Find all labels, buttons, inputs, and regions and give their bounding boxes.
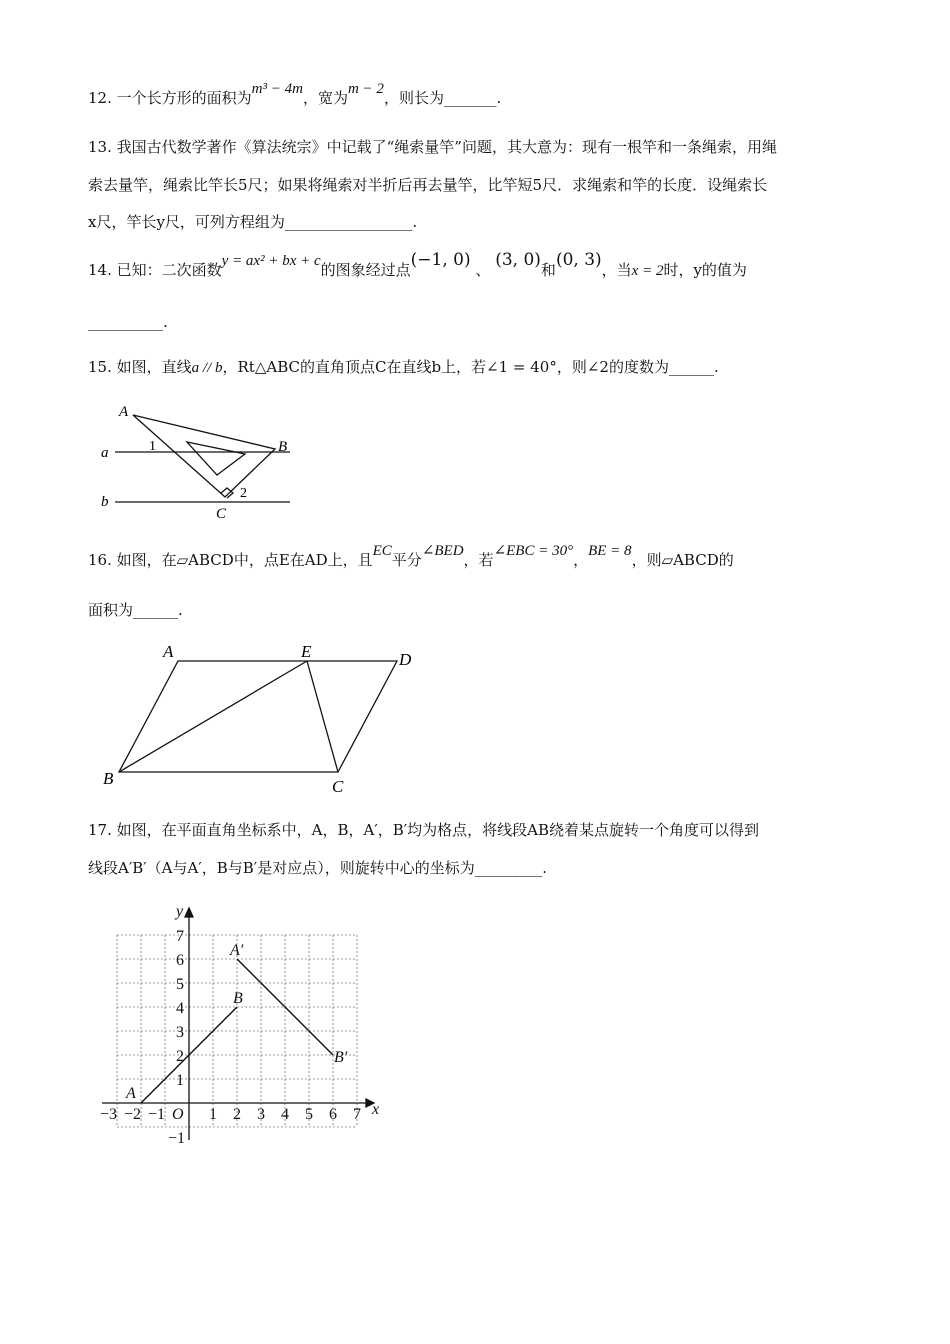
q12-text-1: 一个长方形的面积为 <box>116 89 252 107</box>
q14-number: 14. <box>88 261 112 279</box>
x-tick-label: 3 <box>257 1106 265 1123</box>
question-16-line-2: 面积为______. <box>88 601 183 619</box>
q15-figure <box>95 402 305 522</box>
label-C: C <box>216 506 227 522</box>
x-tick-label: 4 <box>281 1106 289 1123</box>
x-axis-label: x <box>372 1101 380 1118</box>
question-13-line-3: x尺，竿长y尺，可列方程组为_________________. <box>88 213 418 231</box>
q14-function-expression: y = ax² + bx + c <box>221 253 321 269</box>
q15-parallel-expression: a // b <box>191 360 223 376</box>
q14-point-3: (0, 3) <box>555 250 602 270</box>
origin-label: O <box>172 1106 184 1123</box>
q12-number: 12. <box>88 89 112 107</box>
point-label-a-prime: A′ <box>230 942 244 959</box>
q16-be-length: BE = 8 <box>588 543 632 559</box>
label-B: B <box>103 769 114 788</box>
point-label-b-prime: B′ <box>334 1049 348 1066</box>
q14-point-2: (3, 0) <box>495 250 541 270</box>
q14-text-1: 已知：二次函数 <box>116 261 222 279</box>
q14-separator-2: 和 <box>540 261 556 279</box>
label-b: b <box>101 494 109 510</box>
q14-text-4: 时，y的值为 <box>663 261 747 279</box>
question-17-line-1: 17. 如图，在平面直角坐标系中，A，B，A′，B′均为格点，将线段AB绕着某点旋转一个角度可以得到 <box>88 821 760 839</box>
q14-answer-blank: __________. <box>88 313 168 331</box>
label-D: D <box>399 650 412 669</box>
question-12 <box>88 81 502 109</box>
question-14 <box>88 250 747 281</box>
q15-text-2: ，Rt△ABC的直角顶点C在直线b上，若∠1 = 40°，则∠2的度数为______. <box>222 358 719 376</box>
y-tick-label: 1 <box>176 1072 184 1089</box>
point-label-b: B <box>233 990 243 1007</box>
y-tick-label: −1 <box>168 1130 186 1147</box>
x-tick-label: −3 <box>100 1106 118 1123</box>
label-C: C <box>332 777 344 795</box>
q16-text-2: 平分 <box>391 551 422 569</box>
x-tick-label: 2 <box>233 1106 241 1123</box>
q16-angle-ebc: ∠EBC = 30° <box>493 543 574 559</box>
q16-ec: EC <box>372 543 392 559</box>
question-13-line-2: 索去量竿，绳索比竿长5尺；如果将绳索对半折后再去量竿，比竿短5尺．求绳索和竿的长度．设绳索长 <box>88 176 768 194</box>
y-tick-label: 7 <box>176 928 184 945</box>
q16-text-4: ， <box>573 551 589 569</box>
q16-text-1: 如图，在▱ABCD中，点E在AD上，且 <box>116 551 373 569</box>
q12-area-expression: m³ − 4m <box>251 81 303 97</box>
q12-text-3: ，则长为_______. <box>383 89 502 107</box>
q14-text-2: 的图象经过点 <box>320 261 411 279</box>
q16-text-3: ，若 <box>463 551 494 569</box>
angle-1-label: 1 <box>149 439 156 454</box>
label-A: A <box>163 642 174 661</box>
angle-2-label: 2 <box>240 486 247 501</box>
y-tick-label: 3 <box>176 1024 184 1041</box>
q12-text-2: ，宽为 <box>302 89 348 107</box>
segment-ec <box>307 661 338 772</box>
x-tick-label: −1 <box>148 1106 166 1123</box>
label-B: B <box>278 439 288 455</box>
q15-number: 15. <box>88 358 112 376</box>
q16-number: 16. <box>88 551 112 569</box>
grid <box>117 935 357 1127</box>
y-tick-label: 6 <box>176 952 184 969</box>
y-tick-label: 5 <box>176 976 184 993</box>
q16-text-5: ，则▱ABCD的 <box>631 551 734 569</box>
x-tick-label: 6 <box>329 1106 337 1123</box>
label-a: a <box>101 445 109 461</box>
q16-figure <box>95 640 425 795</box>
question-16 <box>88 543 734 571</box>
y-axis-arrow <box>185 908 193 917</box>
x-tick-label: 7 <box>353 1106 361 1123</box>
q14-separator-1: 、 <box>475 261 491 279</box>
right-angle-mark <box>221 488 233 498</box>
parallelogram-abcd <box>119 661 397 772</box>
y-tick-label: 2 <box>176 1048 184 1065</box>
q14-condition: x = 2 <box>631 263 664 279</box>
x-tick-label: 5 <box>305 1106 313 1123</box>
triangle-abc <box>133 415 275 497</box>
point-label-a: A <box>126 1085 136 1102</box>
question-17-line-2: 线段A′B′（A与A′，B与B′是对应点），则旋转中心的坐标为_________. <box>88 859 547 877</box>
q15-text-1: 如图，直线 <box>116 358 192 376</box>
y-tick-label: 4 <box>176 1000 184 1017</box>
label-E: E <box>301 642 312 661</box>
question-15 <box>88 357 719 378</box>
question-13-line-1: 13. 我国古代数学著作《算法统宗》中记载了“绳索量竿”问题，其大意为：现有一根竿和一条绳索，用绳 <box>88 138 777 156</box>
q14-point-1: (−1, 0) <box>410 250 471 270</box>
x-tick-label: 1 <box>209 1106 217 1123</box>
q16-angle-bed: ∠BED <box>421 543 464 559</box>
q12-width-expression: m − 2 <box>347 81 384 97</box>
q14-text-3: ，当 <box>601 261 632 279</box>
y-axis-label: y <box>176 903 184 920</box>
segment-be <box>119 661 307 772</box>
x-tick-label: −2 <box>124 1106 142 1123</box>
label-A: A <box>119 404 129 420</box>
q17-coordinate-figure <box>92 900 392 1150</box>
